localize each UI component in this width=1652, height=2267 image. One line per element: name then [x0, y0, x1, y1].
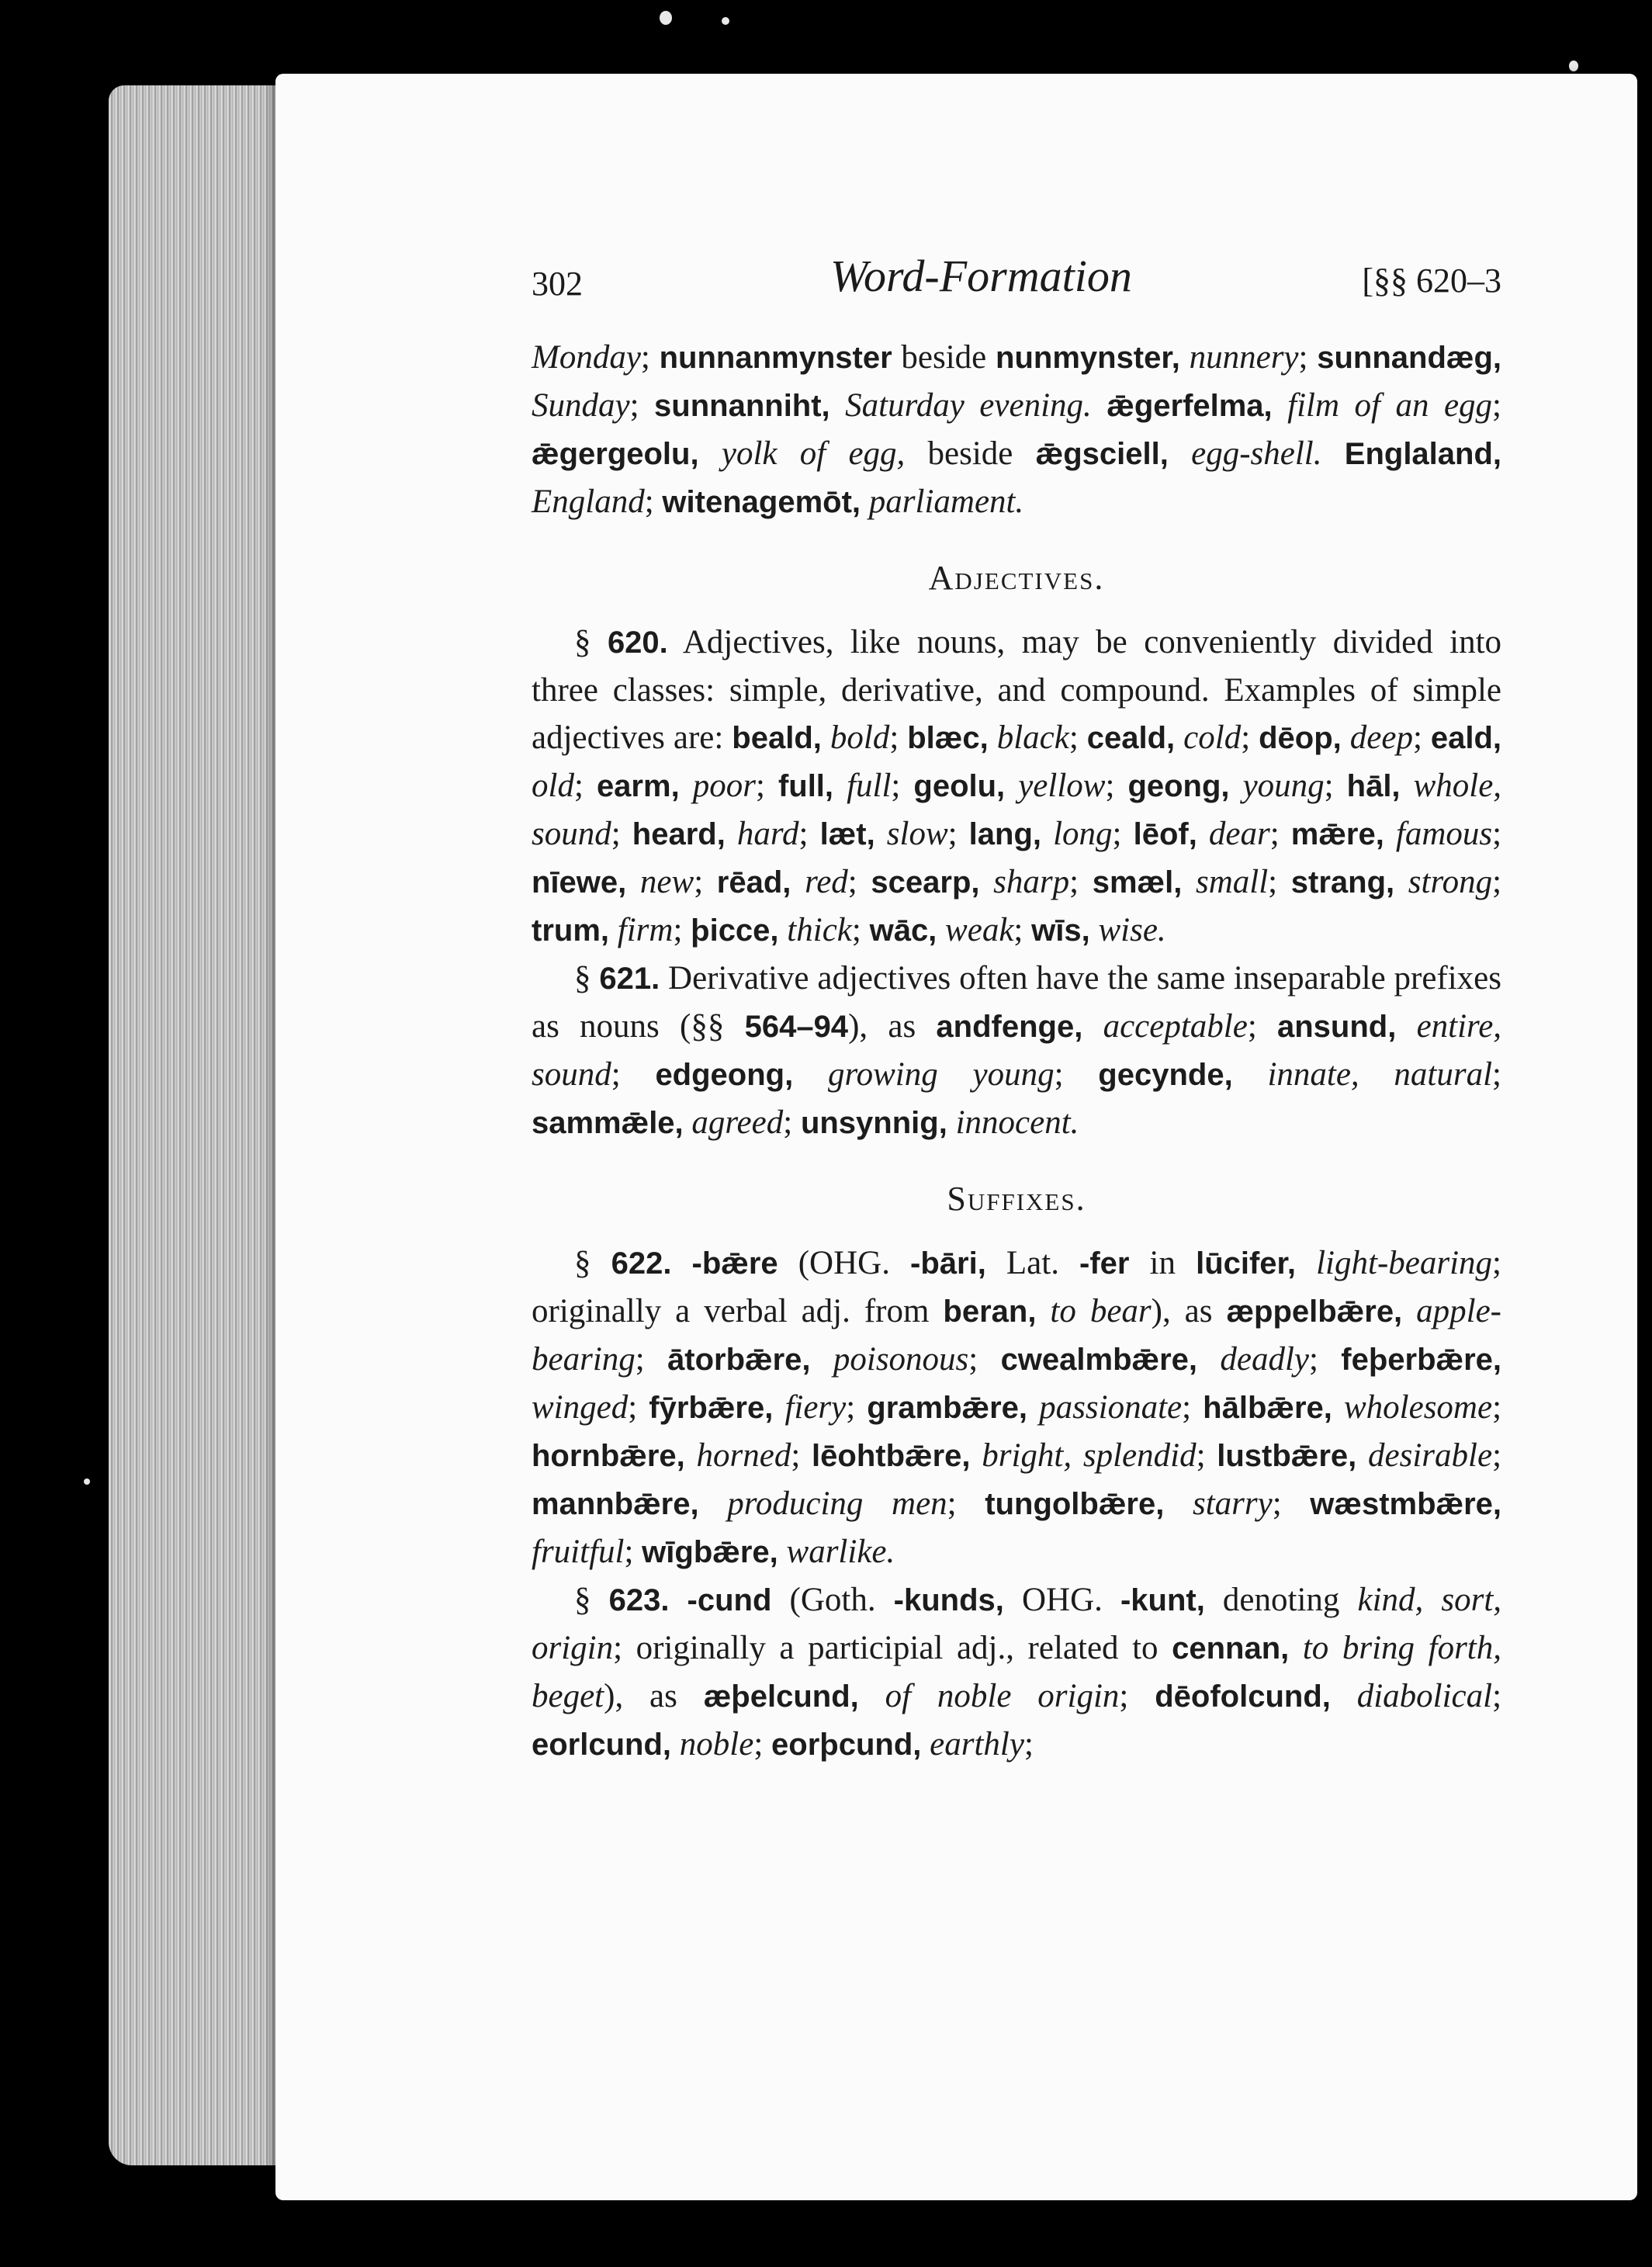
headword: lūcifer, [1196, 1246, 1297, 1281]
headword: dēofolcund, [1155, 1679, 1331, 1714]
headword: ceald, [1086, 721, 1176, 755]
gloss: kind, sort, origin [532, 1582, 1502, 1666]
text-run [779, 912, 788, 948]
text-run [671, 1726, 680, 1763]
text-run: ; [851, 912, 870, 948]
page-title: Word-Formation [830, 251, 1132, 301]
text-run [1296, 1245, 1316, 1281]
text-run: ; [573, 768, 597, 804]
text-run: ; [628, 1389, 649, 1426]
text-run [1356, 1437, 1368, 1474]
text-run [1180, 339, 1190, 376]
text-run [1041, 816, 1053, 852]
gloss: Saturday evening. [845, 387, 1092, 424]
gloss: fruitful [532, 1534, 625, 1570]
text-run: ; [1196, 1437, 1217, 1474]
headword: grambǣre, [867, 1391, 1028, 1425]
headword: æþelcund, [703, 1679, 859, 1714]
headword: scearp, [871, 865, 980, 900]
text-run [859, 1678, 885, 1714]
headword: 622. [611, 1246, 672, 1281]
text-run [811, 1341, 833, 1378]
text-run [1289, 1630, 1303, 1666]
headword: -bāri, [910, 1246, 986, 1281]
text-run: ; [1324, 768, 1347, 804]
gloss: cold [1183, 719, 1242, 756]
text-run [1273, 387, 1287, 424]
gloss: producing men [727, 1485, 947, 1522]
gloss: entire, sound [532, 1008, 1502, 1093]
text-run [699, 1485, 728, 1522]
gloss: to bear [1050, 1293, 1152, 1329]
text-run [1230, 768, 1243, 804]
section-paragraph [532, 619, 1501, 955]
section-heading: Suffixes. [947, 1180, 1086, 1218]
text-run: ; [1492, 1389, 1502, 1426]
text-run: ; [1492, 816, 1502, 852]
headword: geong, [1127, 769, 1230, 803]
text-run: ; [1105, 768, 1128, 804]
text-run [989, 719, 997, 756]
text-run: ; [891, 768, 914, 804]
headword: geolu, [913, 769, 1006, 803]
gloss: bright, splendid [982, 1437, 1197, 1474]
text-run: ; [798, 816, 820, 852]
text-run [773, 1389, 784, 1426]
gloss: innocent. [955, 1104, 1079, 1141]
gloss: warlike. [786, 1534, 895, 1570]
headword: sunnandæg, [1317, 341, 1501, 375]
text-run: in [1129, 1245, 1197, 1281]
headword: wāc, [869, 913, 937, 948]
gloss: innate, natural [1267, 1056, 1493, 1093]
headword: -kunds, [893, 1583, 1004, 1617]
gloss: of noble origin [885, 1678, 1120, 1714]
headword: rēad, [716, 865, 791, 900]
text-run: ; [1112, 816, 1134, 852]
headword: ātorbǣre, [667, 1343, 811, 1377]
text-run: ; [1298, 339, 1318, 376]
text-run: ; [753, 1726, 772, 1763]
headword: hālbǣre, [1203, 1391, 1332, 1425]
text-run: ; [889, 719, 908, 756]
text-run: ; originally a verbal adj. from [532, 1245, 1501, 1329]
headword: fȳrbǣre, [649, 1391, 774, 1425]
headword: 564–94 [744, 1010, 849, 1044]
text-run: ; [629, 387, 655, 424]
text-run: ; [968, 1341, 1001, 1378]
gloss: agreed [691, 1104, 784, 1141]
dust-speck [84, 1478, 90, 1485]
text-run: ; [644, 484, 663, 520]
text-run: Adjectives, like nouns, may be conveniently divided into three classes: simple, derivative, and compound. Examples of simple adjectives are: [532, 624, 1502, 756]
dust-speck [660, 11, 672, 25]
gloss: desirable [1368, 1437, 1493, 1474]
gloss: to bring forth, beget [532, 1630, 1502, 1714]
text-run [1322, 435, 1345, 472]
gloss: poor [692, 768, 756, 804]
headword: lustbǣre, [1217, 1439, 1357, 1473]
text-run [699, 435, 722, 472]
text-run: beside [905, 435, 1036, 472]
running-head [532, 250, 1501, 312]
headword: sammǣle, [532, 1106, 684, 1140]
text-run [1342, 719, 1350, 756]
section-reference: [§§ 620–3 [1362, 262, 1501, 300]
headword: cwealmbǣre, [1000, 1343, 1198, 1377]
gloss: wise. [1098, 912, 1166, 948]
headword: edgeong, [655, 1058, 794, 1092]
gloss: yolk of egg, [721, 435, 906, 472]
gloss: weak [945, 912, 1014, 948]
text-run [1396, 1008, 1416, 1045]
text-run: Derivative adjectives often have the same inseparable prefixes as nouns (§§ [532, 960, 1501, 1045]
headword: trum, [532, 913, 609, 948]
headword: tungolbǣre, [985, 1487, 1165, 1521]
text-run [680, 768, 693, 804]
text-run: ; [1247, 1008, 1277, 1045]
text-run [980, 864, 994, 900]
text-run: ; [1069, 864, 1093, 900]
headword: 621. [599, 962, 660, 996]
headword: þicce, [691, 913, 779, 948]
gloss: poisonous [833, 1341, 969, 1378]
gloss: fiery [784, 1389, 847, 1426]
headword: strang, [1290, 865, 1395, 900]
text-run [671, 1245, 691, 1281]
headword: nīewe, [532, 865, 627, 900]
text-run: ; originally a participial adj., related to [613, 1630, 1172, 1666]
gloss: hard [736, 816, 799, 852]
text-run: ; [1119, 1678, 1155, 1714]
text-run: denoting [1204, 1582, 1358, 1618]
section-paragraph [532, 1239, 1501, 1576]
headword: blæc, [907, 721, 989, 755]
headword: wæstmbǣre, [1310, 1487, 1502, 1521]
body-text [532, 334, 1501, 1769]
headword: -kunt, [1120, 1583, 1205, 1617]
gloss: Monday [532, 339, 641, 376]
headword: hornbǣre, [532, 1439, 685, 1473]
text-run: ; [1241, 719, 1259, 756]
gloss: deadly [1220, 1341, 1309, 1378]
text-run [1182, 864, 1196, 900]
headword: eald, [1430, 721, 1502, 755]
text-run: ; [640, 339, 660, 376]
text-run [1331, 1678, 1357, 1714]
text-run: ; [847, 864, 871, 900]
gloss: bold [829, 719, 890, 756]
headword: ǣgsciell, [1035, 437, 1169, 471]
gloss: winged [532, 1389, 629, 1426]
headword: cennan, [1172, 1631, 1290, 1666]
headword: unsynnig, [800, 1106, 947, 1140]
continuation-paragraph [532, 334, 1501, 526]
text-run: ; [1492, 1437, 1502, 1474]
text-run [1402, 1293, 1416, 1329]
text-run [1092, 387, 1107, 424]
gloss: earthly [930, 1726, 1024, 1763]
text-run [609, 912, 618, 948]
text-run [685, 1437, 697, 1474]
headword: -bǣre [691, 1246, 778, 1281]
text-run: ; [1308, 1341, 1342, 1378]
headword: andfenge, [936, 1010, 1083, 1044]
text-run [1036, 1293, 1050, 1329]
text-run: Lat. [985, 1245, 1080, 1281]
text-run [1090, 912, 1099, 948]
headword: eorþcund, [771, 1728, 922, 1762]
gloss: firm [617, 912, 674, 948]
headword: full, [778, 769, 834, 803]
headword: ansund, [1277, 1010, 1397, 1044]
text-run: ; [1492, 1678, 1502, 1714]
gloss: Sunday [532, 387, 630, 424]
gloss: thick [787, 912, 852, 948]
text-run: ; [635, 1341, 668, 1378]
text-run [1394, 864, 1408, 900]
dust-speck [1569, 61, 1578, 71]
text-run [830, 387, 845, 424]
text-run [1197, 1341, 1220, 1378]
gloss: egg-shell. [1191, 435, 1322, 472]
headword: eorlcund, [532, 1728, 672, 1762]
text-run: ; [694, 864, 717, 900]
headword: æppelbǣre, [1226, 1295, 1403, 1329]
text-run [1175, 719, 1183, 756]
gloss: growing young [827, 1056, 1055, 1093]
headword: mǣre, [1290, 817, 1384, 851]
headword: 623. [608, 1583, 670, 1617]
text-run [1197, 816, 1209, 852]
text-run [1005, 768, 1018, 804]
text-run: ; [624, 1534, 642, 1570]
text-run: ; [791, 1437, 812, 1474]
text-run: ; [1492, 1056, 1501, 1093]
text-run: ; [1272, 1485, 1311, 1522]
text-run: OHG. [1003, 1582, 1120, 1618]
gloss: wholesome [1343, 1389, 1493, 1426]
headword: gecynde, [1098, 1058, 1233, 1092]
headword: beald, [732, 721, 822, 755]
text-run [861, 484, 869, 520]
text-run: ), as [604, 1678, 704, 1714]
headword: sunnanniht, [654, 389, 830, 423]
text-run: ; [611, 816, 632, 852]
text-run [1233, 1056, 1268, 1093]
text-run [1384, 816, 1396, 852]
text-run [1082, 1008, 1103, 1045]
gloss: sharp [993, 864, 1070, 900]
gloss: whole, sound [532, 768, 1502, 852]
dust-speck [722, 17, 729, 25]
headword: beran, [943, 1295, 1037, 1329]
text-run: § [574, 1245, 611, 1281]
headword: wīgbǣre, [642, 1535, 778, 1569]
text-run: ; [1268, 864, 1291, 900]
headword: smæl, [1092, 865, 1183, 900]
text-run: ; [1054, 1056, 1099, 1093]
gloss: starry [1192, 1485, 1273, 1522]
text-run: (Goth. [771, 1582, 894, 1618]
text-run [1332, 1389, 1344, 1426]
headword: ǣgergeolu, [532, 437, 699, 471]
text-run: ; [783, 1104, 801, 1141]
headword: -cund [687, 1583, 772, 1617]
text-run [921, 1726, 930, 1763]
headword: earm, [596, 769, 680, 803]
text-run [778, 1534, 787, 1570]
gloss: film of an egg [1287, 387, 1493, 424]
headword: ǣgerfelma, [1107, 389, 1273, 423]
gloss: full [847, 768, 892, 804]
headword: nunmynster, [996, 341, 1180, 375]
text-run: ; [846, 1389, 868, 1426]
gloss: nunnery [1189, 339, 1299, 376]
text-run: ; [1492, 864, 1502, 900]
text-run: ; [755, 768, 778, 804]
headword: hāl, [1346, 769, 1401, 803]
headword: mannbǣre, [532, 1487, 699, 1521]
text-run [626, 864, 640, 900]
gloss: yellow [1018, 768, 1106, 804]
headword: læt, [819, 817, 875, 851]
text-run: ; [1013, 912, 1032, 948]
gloss: young [1242, 768, 1325, 804]
headword: lēohtbǣre, [812, 1439, 971, 1473]
gloss: red [805, 864, 848, 900]
text-run [793, 1056, 828, 1093]
text-run [791, 864, 805, 900]
headword: dēop, [1259, 721, 1342, 755]
text-run: ; [1023, 1726, 1034, 1763]
gloss: parliament. [868, 484, 1024, 520]
text-run: ; [947, 1485, 985, 1522]
gloss: noble [679, 1726, 754, 1763]
text-run [1169, 435, 1191, 472]
gloss: famous [1395, 816, 1493, 852]
text-run [1027, 1389, 1039, 1426]
headword: nunnanmynster [659, 341, 892, 375]
headword: 620. [607, 626, 668, 660]
text-run: ), as [1151, 1293, 1227, 1329]
text-run [947, 1104, 956, 1141]
headword: wīs, [1031, 913, 1090, 948]
text-run: ; [947, 816, 969, 852]
section-heading: Adjectives. [928, 559, 1105, 597]
gloss: small [1195, 864, 1269, 900]
text-run: § [574, 960, 600, 997]
text-run [1401, 768, 1414, 804]
gloss: passionate [1039, 1389, 1183, 1426]
gloss: dear [1208, 816, 1270, 852]
text-run: § [574, 624, 608, 660]
text-run [726, 816, 737, 852]
gloss: England [532, 484, 645, 520]
section-paragraph [532, 955, 1501, 1147]
section-paragraph [532, 1576, 1501, 1769]
gloss: new [639, 864, 694, 900]
gloss: light-bearing [1316, 1245, 1493, 1281]
gloss: deep [1349, 719, 1413, 756]
text-run [669, 1582, 687, 1618]
gloss: apple-bearing [532, 1293, 1501, 1378]
text-run: ; [1492, 387, 1501, 424]
headword: feþerbǣre, [1341, 1343, 1501, 1377]
text-run [833, 768, 847, 804]
headword: lēof, [1133, 817, 1197, 851]
headword: heard, [632, 817, 726, 851]
text-run [937, 912, 945, 948]
text-run [1164, 1485, 1193, 1522]
headword: -fer [1079, 1246, 1130, 1281]
text-run: ; [1068, 719, 1087, 756]
text-run [684, 1104, 692, 1141]
text-run: § [574, 1582, 609, 1618]
gloss: old [532, 768, 574, 804]
gloss: diabolical [1356, 1678, 1493, 1714]
text-run: ; [611, 1056, 656, 1093]
text-run: ; [673, 912, 691, 948]
text-run: ; [1412, 719, 1431, 756]
headword: witenagemōt, [662, 485, 861, 519]
page-number: 302 [532, 265, 583, 303]
text-run: ; [1182, 1389, 1204, 1426]
gloss: acceptable [1103, 1008, 1248, 1045]
text-run: (OHG. [778, 1245, 911, 1281]
gloss: strong [1408, 864, 1493, 900]
text-run: ), as [848, 1008, 937, 1045]
text-run [875, 816, 887, 852]
headword: Englaland, [1344, 437, 1502, 471]
text-run [971, 1437, 982, 1474]
text-run: beside [892, 339, 996, 376]
gloss: slow [886, 816, 948, 852]
headword: lang, [968, 817, 1042, 851]
gloss: horned [696, 1437, 791, 1474]
text-run: ; [1269, 816, 1291, 852]
text-run [822, 719, 830, 756]
gloss: black [996, 719, 1069, 756]
gloss: long [1053, 816, 1113, 852]
